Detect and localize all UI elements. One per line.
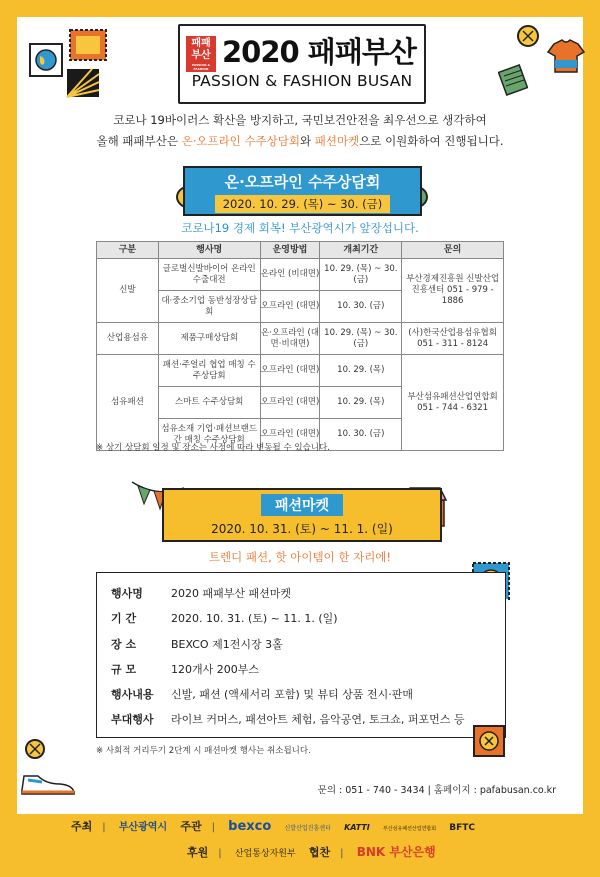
page-subtitle: PASSION & FASHION BUSAN bbox=[191, 72, 413, 90]
market-tagline: 트렌디 패션, 핫 아이템이 한 자리에! bbox=[208, 550, 392, 564]
intro-text: 와 bbox=[300, 134, 315, 148]
organizer-logo-textile: 부산섬유패션산업연합회 bbox=[382, 826, 437, 832]
info-key: 부대행사 bbox=[111, 713, 154, 726]
intro-highlight-market: 패션마켓 bbox=[314, 134, 360, 148]
period-cell: 10. 29. (목) bbox=[320, 387, 402, 419]
event-cell: 섬유소재 기업·패션브랜드 간 매칭 수주상담회 bbox=[158, 419, 260, 451]
consultation-date: 2020. 10. 29. (목) ~ 30. (금) bbox=[215, 195, 391, 213]
stamp-icon bbox=[68, 28, 108, 62]
table-header-row bbox=[97, 242, 504, 259]
consultation-tagline: 코로나19 경제 회복! 부산광역시가 앞장섭니다. bbox=[181, 221, 419, 235]
sunburst-icon bbox=[66, 68, 100, 98]
info-key: 기 간 bbox=[111, 612, 137, 625]
event-cell: 글로벌신발바이어 온라인수출대전 bbox=[158, 259, 260, 291]
separator: | bbox=[218, 848, 222, 859]
info-row bbox=[111, 610, 338, 626]
info-value: 120개사 200부스 bbox=[171, 663, 259, 676]
table-row bbox=[97, 259, 504, 291]
separator: | bbox=[211, 822, 215, 833]
button-icon bbox=[24, 738, 46, 760]
globe-icon bbox=[28, 42, 64, 78]
partner-logo: BNK 부산은행 bbox=[356, 845, 436, 859]
market-date: 2020. 10. 31. (토) ~ 11. 1. (일) bbox=[211, 522, 393, 536]
intro-highlight-consult: 온·오프라인 수주상담회 bbox=[181, 134, 300, 148]
consultation-table bbox=[96, 241, 504, 451]
host-label: 주최 bbox=[71, 820, 93, 833]
info-row bbox=[111, 661, 259, 677]
period-cell: 10. 30. (금) bbox=[320, 419, 402, 451]
method-cell: 오프라인 (대면) bbox=[260, 419, 320, 451]
partner-label: 협찬 bbox=[308, 846, 331, 859]
button-icon bbox=[516, 24, 540, 48]
organizer-logo-bexco: bexco bbox=[228, 819, 272, 834]
column-header: 개최기간 bbox=[320, 242, 402, 259]
info-row bbox=[111, 686, 413, 702]
footer-organizers bbox=[66, 818, 600, 834]
thread-spool-icon bbox=[498, 64, 528, 96]
table-row bbox=[97, 323, 504, 355]
host-logo: 부산광역시 bbox=[118, 822, 168, 833]
event-cell: 대·중소기업 동반성장상담회 bbox=[158, 291, 260, 323]
separator: | bbox=[340, 848, 344, 859]
sponsor-label: 후원 bbox=[187, 846, 209, 859]
organizer-logo-bftc: BFTC bbox=[449, 823, 476, 833]
info-key: 장 소 bbox=[111, 638, 137, 651]
info-value: 2020. 10. 31. (토) ~ 11. 1. (일) bbox=[171, 612, 338, 625]
sponsor-logo: 산업통상자원부 bbox=[234, 849, 296, 859]
intro-text: 올해 패패부산은 bbox=[96, 134, 182, 148]
method-cell: 온·오프라인 (대면·비대면) bbox=[260, 323, 320, 355]
category-cell: 신발 bbox=[97, 259, 159, 323]
method-cell: 오프라인 (대면) bbox=[260, 387, 320, 419]
market-note: ※ 사회적 거리두기 2단계 시 패션마켓 행사는 취소됩니다. bbox=[96, 746, 311, 756]
column-header: 구분 bbox=[97, 242, 159, 259]
info-value: 2020 패패부산 패션마켓 bbox=[171, 587, 291, 600]
intro-line-1: 코로나 19바이러스 확산을 방지하고, 국민보건안전을 최우선으로 생각하여 bbox=[113, 113, 487, 127]
period-cell: 10. 29. (목) ~ 30. (금) bbox=[320, 259, 402, 291]
market-title: 패션마켓 bbox=[261, 494, 343, 516]
method-cell: 온라인 (비대면) bbox=[260, 259, 320, 291]
info-key: 행사명 bbox=[111, 587, 143, 600]
tshirt-icon bbox=[546, 38, 586, 74]
separator: | bbox=[102, 822, 106, 833]
market-banner bbox=[162, 488, 442, 542]
inquiry-cell: 부산섬유패션산업연합회 051 - 744 - 6321 bbox=[402, 355, 504, 451]
info-value: 라이브 커머스, 패션아트 체험, 음악공연, 토크쇼, 퍼포먼스 등 bbox=[171, 713, 465, 726]
logo-box bbox=[178, 24, 426, 104]
period-cell: 10. 29. (목) ~ 30. (금) bbox=[320, 323, 402, 355]
organizer-label: 주관 bbox=[180, 820, 202, 833]
logo-badge bbox=[186, 36, 216, 72]
table-row bbox=[97, 355, 504, 387]
organizer-logo-katti: KATTI bbox=[344, 823, 370, 832]
info-value: BEXCO 제1전시장 3홀 bbox=[171, 638, 283, 651]
info-key: 행사내용 bbox=[111, 688, 154, 701]
page-title: 2020 패패부산 bbox=[222, 35, 416, 69]
logo-badge-sub: PASSION & FASHION bbox=[191, 63, 211, 71]
info-value: 신발, 패션 (액세서리 포함) 및 뷰티 상품 전시·판매 bbox=[171, 688, 413, 701]
consultation-banner bbox=[183, 166, 422, 216]
event-cell: 패션·주얼리 협업 매칭 수주상담회 bbox=[158, 355, 260, 387]
intro-line-2 bbox=[60, 133, 540, 149]
contact-info: 문의 : 051 - 740 - 3434 | 홈페이지 : pafabusan.co.kr bbox=[317, 785, 556, 796]
column-header: 행사명 bbox=[158, 242, 260, 259]
period-cell: 10. 29. (목) bbox=[320, 355, 402, 387]
info-key: 규 모 bbox=[111, 663, 137, 676]
info-row bbox=[111, 585, 291, 601]
inquiry-cell: 부산경제진흥원 신발산업진흥센터 051 - 979 - 1886 bbox=[402, 259, 504, 323]
info-row bbox=[111, 636, 283, 652]
event-cell: 제품구매상담회 bbox=[158, 323, 260, 355]
market-info-box bbox=[96, 572, 506, 738]
intro-text: 으로 이원화하여 진행됩니다. bbox=[359, 134, 504, 148]
period-cell: 10. 30. (금) bbox=[320, 291, 402, 323]
consultation-title: 온·오프라인 수주상담회 bbox=[224, 173, 381, 191]
footer-sponsors bbox=[182, 843, 600, 860]
organizer-logo-shoe-center: 신발산업진흥센터 bbox=[284, 825, 331, 832]
method-cell: 오프라인 (대면) bbox=[260, 291, 320, 323]
logo-badge-text: 패패부산 bbox=[191, 38, 211, 61]
event-cell: 스마트 수주상담회 bbox=[158, 387, 260, 419]
column-header: 문의 bbox=[402, 242, 504, 259]
inquiry-cell: (사)한국산업용섬유협회 051 - 311 - 8124 bbox=[402, 323, 504, 355]
info-row bbox=[111, 711, 464, 727]
method-cell: 오프라인 (대면) bbox=[260, 355, 320, 387]
category-cell: 섬유패션 bbox=[97, 355, 159, 451]
consultation-note: ※ 상기 상담회 일정 및 장소는 사정에 따라 변동될 수 있습니다. bbox=[96, 443, 330, 453]
category-cell: 산업용섬유 bbox=[97, 323, 159, 355]
column-header: 운영방법 bbox=[260, 242, 320, 259]
button-stamp-icon bbox=[472, 724, 506, 758]
